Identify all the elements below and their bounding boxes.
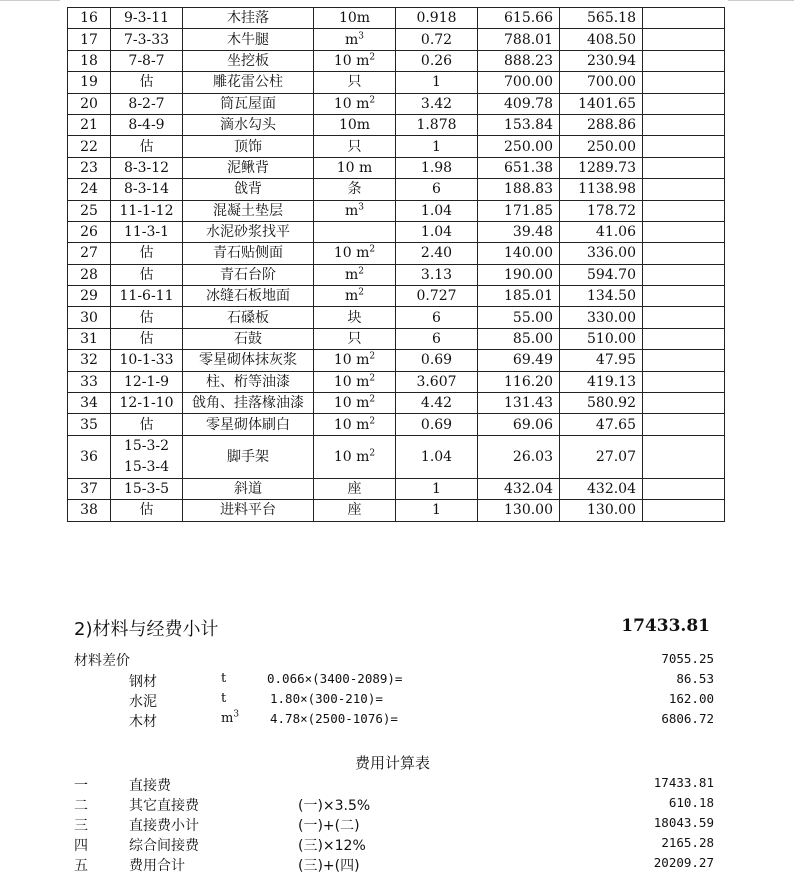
unit-cell: $m^3$	[314, 29, 396, 50]
unit-cell: 10 $m^2$	[314, 414, 396, 435]
remark-cell	[643, 264, 725, 285]
quantity-cell: 1.98	[396, 157, 478, 178]
code-cell: 10-1-33	[111, 350, 183, 371]
remark-cell	[643, 478, 725, 499]
material-value: 86.53	[676, 671, 714, 686]
table-row	[68, 371, 725, 392]
fee-row-number: 四	[74, 838, 88, 854]
row-number-cell: 31	[68, 328, 111, 349]
item-name-cell: 坐挖板	[183, 50, 314, 71]
unit-price-cell: 116.20	[478, 371, 560, 392]
code-cell: 估	[111, 500, 183, 521]
item-name-cell: 石磉板	[183, 307, 314, 328]
total-cell: 419.13	[560, 371, 643, 392]
total-cell: 27.07	[560, 435, 643, 478]
total-cell: 580.92	[560, 393, 643, 414]
table-row	[68, 29, 725, 50]
fee-value: 610.18	[668, 795, 714, 810]
unit-cell: $m^2$	[314, 264, 396, 285]
table-row	[68, 500, 725, 521]
table-row	[68, 350, 725, 371]
total-cell: 130.00	[560, 500, 643, 521]
row-number-cell: 28	[68, 264, 111, 285]
unit-cell: 10 $m^2$	[314, 350, 396, 371]
unit-cell: 10 $m^2$	[314, 371, 396, 392]
material-diff-label: 材料差价	[74, 653, 130, 669]
material-value: 162.00	[668, 691, 714, 706]
table-row	[68, 414, 725, 435]
code-cell: 估	[111, 328, 183, 349]
fee-item-name: 费用合计	[129, 858, 185, 874]
fee-row-number: 五	[74, 858, 88, 874]
row-number-cell: 20	[68, 93, 111, 114]
material-value: 6806.72	[661, 711, 714, 726]
item-name-cell: 青石台阶	[183, 264, 314, 285]
row-number-cell: 17	[68, 29, 111, 50]
unit-price-cell: 700.00	[478, 72, 560, 93]
unit-price-cell: 888.23	[478, 50, 560, 71]
unit-price-cell: 409.78	[478, 93, 560, 114]
remark-cell	[643, 136, 725, 157]
material-formula: 0.066×(3400-2089)=	[267, 671, 403, 686]
table-row	[68, 93, 725, 114]
unit-cell: 10 m	[314, 157, 396, 178]
code-cell: 估	[111, 243, 183, 264]
quantity-cell: 1	[396, 72, 478, 93]
code-cell: 估	[111, 136, 183, 157]
quantity-cell: 2.40	[396, 243, 478, 264]
remark-cell	[643, 286, 725, 307]
quantity-cell: 1.04	[396, 435, 478, 478]
unit-cell: 10 $m^2$	[314, 50, 396, 71]
code-cell: 8-4-9	[111, 114, 183, 135]
table-row	[68, 114, 725, 135]
subtotal-value: 17433.81	[621, 616, 710, 636]
code-cell: 11-1-12	[111, 200, 183, 221]
unit-cell: 条	[314, 179, 396, 200]
item-name-cell: 零星砌体刷白	[183, 414, 314, 435]
item-name-cell: 柱、桁等油漆	[183, 371, 314, 392]
material-name: 钢材	[129, 674, 157, 690]
code-line: 15-3-2	[123, 437, 170, 454]
unit-cell: 只	[314, 136, 396, 157]
total-cell: 510.00	[560, 328, 643, 349]
remark-cell	[643, 114, 725, 135]
code-cell: 7-3-33	[111, 29, 183, 50]
code-cell: 估	[111, 307, 183, 328]
table-row	[68, 286, 725, 307]
code-cell: 8-2-7	[111, 93, 183, 114]
unit-price-cell: 140.00	[478, 243, 560, 264]
table-row	[68, 393, 725, 414]
table-row	[68, 243, 725, 264]
fee-formula: (三)+(四)	[298, 858, 360, 874]
material-formula: 4.78×(2500-1076)=	[270, 711, 398, 726]
remark-cell	[643, 414, 725, 435]
fee-row-number: 一	[74, 778, 88, 794]
unit-price-cell: 69.49	[478, 350, 560, 371]
fee-formula: (三)×12%	[298, 838, 366, 854]
quantity-cell: 3.13	[396, 264, 478, 285]
quantity-cell: 3.42	[396, 93, 478, 114]
total-cell: 178.72	[560, 200, 643, 221]
quantity-cell: 4.42	[396, 393, 478, 414]
row-number-cell: 33	[68, 371, 111, 392]
unit-price-cell: 153.84	[478, 114, 560, 135]
row-number-cell: 21	[68, 114, 111, 135]
quantity-cell: 0.69	[396, 414, 478, 435]
material-unit: $m^3$	[221, 709, 240, 726]
quantity-cell: 0.727	[396, 286, 478, 307]
quantity-cell: 0.918	[396, 8, 478, 29]
item-name-cell: 木牛腿	[183, 29, 314, 50]
fee-row-number: 三	[74, 818, 88, 834]
row-number-cell: 19	[68, 72, 111, 93]
total-cell: 565.18	[560, 8, 643, 29]
total-cell: 700.00	[560, 72, 643, 93]
fee-row-number: 二	[74, 798, 88, 814]
unit-price-cell: 190.00	[478, 264, 560, 285]
code-cell: 8-3-12	[111, 157, 183, 178]
quantity-cell: 1.04	[396, 221, 478, 242]
fee-formula: (一)×3.5%	[298, 798, 371, 814]
unit-price-cell: 55.00	[478, 307, 560, 328]
remark-cell	[643, 307, 725, 328]
row-number-cell: 22	[68, 136, 111, 157]
remark-cell	[643, 350, 725, 371]
fee-item-name: 其它直接费	[129, 798, 199, 814]
row-number-cell: 38	[68, 500, 111, 521]
page-top-edge-right	[728, 0, 794, 9]
quantity-cell: 1.04	[396, 200, 478, 221]
unit-price-cell: 39.48	[478, 221, 560, 242]
total-cell: 47.95	[560, 350, 643, 371]
total-cell: 1138.98	[560, 179, 643, 200]
quantity-cell: 0.72	[396, 29, 478, 50]
table-row	[68, 307, 725, 328]
unit-cell: $m^3$	[314, 200, 396, 221]
table-row	[68, 72, 725, 93]
unit-cell: 只	[314, 328, 396, 349]
table-row	[68, 157, 725, 178]
total-cell: 408.50	[560, 29, 643, 50]
unit-cell: 座	[314, 500, 396, 521]
material-name: 木材	[129, 714, 157, 730]
remark-cell	[643, 500, 725, 521]
table-row	[68, 179, 725, 200]
item-name-cell: 泥鳅背	[183, 157, 314, 178]
remark-cell	[643, 328, 725, 349]
code-cell: 12-1-9	[111, 371, 183, 392]
item-name-cell: 木挂落	[183, 8, 314, 29]
remark-cell	[643, 221, 725, 242]
unit-price-cell: 130.00	[478, 500, 560, 521]
code-cell	[111, 435, 183, 478]
unit-price-cell: 26.03	[478, 435, 560, 478]
unit-cell: 只	[314, 72, 396, 93]
remark-cell	[643, 179, 725, 200]
total-cell: 594.70	[560, 264, 643, 285]
fee-value: 2165.28	[661, 835, 714, 850]
total-cell: 230.94	[560, 50, 643, 71]
total-cell: 1401.65	[560, 93, 643, 114]
table-row	[68, 221, 725, 242]
item-name-cell: 进料平台	[183, 500, 314, 521]
remark-cell	[643, 50, 725, 71]
unit-price-cell: 188.83	[478, 179, 560, 200]
remark-cell	[643, 8, 725, 29]
item-name-cell: 水泥砂浆找平	[183, 221, 314, 242]
total-cell: 336.00	[560, 243, 643, 264]
material-unit: t	[221, 691, 227, 706]
total-cell: 288.86	[560, 114, 643, 135]
unit-price-cell: 615.66	[478, 8, 560, 29]
quantity-cell: 6	[396, 179, 478, 200]
quantity-cell: 0.26	[396, 50, 478, 71]
total-cell: 250.00	[560, 136, 643, 157]
unit-cell	[314, 221, 396, 242]
item-name-cell: 戗背	[183, 179, 314, 200]
unit-cell: $m^2$	[314, 286, 396, 307]
row-number-cell: 16	[68, 8, 111, 29]
code-cell: 11-3-1	[111, 221, 183, 242]
row-number-cell: 25	[68, 200, 111, 221]
item-name-cell: 脚手架	[183, 435, 314, 478]
total-cell: 432.04	[560, 478, 643, 499]
unit-price-cell: 171.85	[478, 200, 560, 221]
item-name-cell: 戗角、挂落椽油漆	[183, 393, 314, 414]
total-cell: 41.06	[560, 221, 643, 242]
row-number-cell: 24	[68, 179, 111, 200]
remark-cell	[643, 200, 725, 221]
quantity-cell: 1	[396, 500, 478, 521]
subtotal-heading: 2)材料与经费小计	[74, 619, 219, 640]
unit-cell: 10m	[314, 8, 396, 29]
code-cell: 估	[111, 264, 183, 285]
quantity-cell: 1	[396, 136, 478, 157]
code-cell: 12-1-10	[111, 393, 183, 414]
remark-cell	[643, 93, 725, 114]
unit-price-cell: 788.01	[478, 29, 560, 50]
unit-price-cell: 185.01	[478, 286, 560, 307]
row-number-cell: 34	[68, 393, 111, 414]
item-name-cell: 滴水勾头	[183, 114, 314, 135]
remark-cell	[643, 72, 725, 93]
fee-table-title: 费用计算表	[355, 754, 431, 772]
row-number-cell: 30	[68, 307, 111, 328]
item-name-cell: 斜道	[183, 478, 314, 499]
row-number-cell: 27	[68, 243, 111, 264]
unit-price-cell: 131.43	[478, 393, 560, 414]
quantity-table	[67, 7, 725, 522]
unit-cell: 10m	[314, 114, 396, 135]
fee-item-name: 直接费小计	[129, 818, 199, 834]
total-cell: 330.00	[560, 307, 643, 328]
unit-price-cell: 432.04	[478, 478, 560, 499]
row-number-cell: 18	[68, 50, 111, 71]
row-number-cell: 26	[68, 221, 111, 242]
row-number-cell: 35	[68, 414, 111, 435]
item-name-cell: 顶饰	[183, 136, 314, 157]
unit-cell: 块	[314, 307, 396, 328]
item-name-cell: 雕花雷公柱	[183, 72, 314, 93]
unit-cell: 10 $m^2$	[314, 435, 396, 478]
quantity-cell: 6	[396, 328, 478, 349]
quantity-cell: 3.607	[396, 371, 478, 392]
page-top-edge	[0, 0, 60, 9]
unit-cell: 10 $m^2$	[314, 393, 396, 414]
unit-cell: 10 $m^2$	[314, 93, 396, 114]
table-row	[68, 435, 725, 478]
item-name-cell: 石鼓	[183, 328, 314, 349]
item-name-cell: 冰缝石板地面	[183, 286, 314, 307]
table-row	[68, 200, 725, 221]
fee-item-name: 直接费	[129, 778, 171, 794]
code-cell: 15-3-5	[111, 478, 183, 499]
code-cell: 估	[111, 414, 183, 435]
quantity-cell: 6	[396, 307, 478, 328]
remark-cell	[643, 371, 725, 392]
unit-cell: 10 $m^2$	[314, 243, 396, 264]
row-number-cell: 29	[68, 286, 111, 307]
remark-cell	[643, 435, 725, 478]
remark-cell	[643, 243, 725, 264]
item-name-cell: 混凝土垫层	[183, 200, 314, 221]
row-number-cell: 23	[68, 157, 111, 178]
table-row	[68, 264, 725, 285]
fee-value: 18043.59	[653, 815, 714, 830]
fee-formula: (一)+(二)	[298, 818, 360, 834]
row-number-cell: 36	[68, 435, 111, 478]
material-unit: t	[221, 671, 227, 686]
unit-price-cell: 651.38	[478, 157, 560, 178]
quantity-cell: 1	[396, 478, 478, 499]
code-cell: 估	[111, 72, 183, 93]
quantity-cell: 1.878	[396, 114, 478, 135]
code-cell: 8-3-14	[111, 179, 183, 200]
unit-price-cell: 69.06	[478, 414, 560, 435]
code-cell: 7-8-7	[111, 50, 183, 71]
table-row	[68, 50, 725, 71]
total-cell: 134.50	[560, 286, 643, 307]
total-cell: 47.65	[560, 414, 643, 435]
material-name: 水泥	[129, 694, 157, 710]
code-line: 15-3-4	[123, 458, 170, 475]
remark-cell	[643, 393, 725, 414]
quantity-cell: 0.69	[396, 350, 478, 371]
row-number-cell: 37	[68, 478, 111, 499]
fee-value: 17433.81	[653, 775, 714, 790]
table-row	[68, 478, 725, 499]
table-row	[68, 8, 725, 29]
material-diff-value: 7055.25	[661, 651, 714, 666]
unit-price-cell: 85.00	[478, 328, 560, 349]
item-name-cell: 筒瓦屋面	[183, 93, 314, 114]
unit-cell: 座	[314, 478, 396, 499]
table-row	[68, 328, 725, 349]
table-row	[68, 136, 725, 157]
total-cell: 1289.73	[560, 157, 643, 178]
code-cell: 9-3-11	[111, 8, 183, 29]
remark-cell	[643, 157, 725, 178]
fee-item-name: 综合间接费	[129, 838, 199, 854]
unit-price-cell: 250.00	[478, 136, 560, 157]
fee-value: 20209.27	[653, 855, 714, 870]
item-name-cell: 青石贴侧面	[183, 243, 314, 264]
code-cell: 11-6-11	[111, 286, 183, 307]
remark-cell	[643, 29, 725, 50]
item-name-cell: 零星砌体抹灰浆	[183, 350, 314, 371]
material-formula: 1.80×(300-210)=	[270, 691, 383, 706]
row-number-cell: 32	[68, 350, 111, 371]
